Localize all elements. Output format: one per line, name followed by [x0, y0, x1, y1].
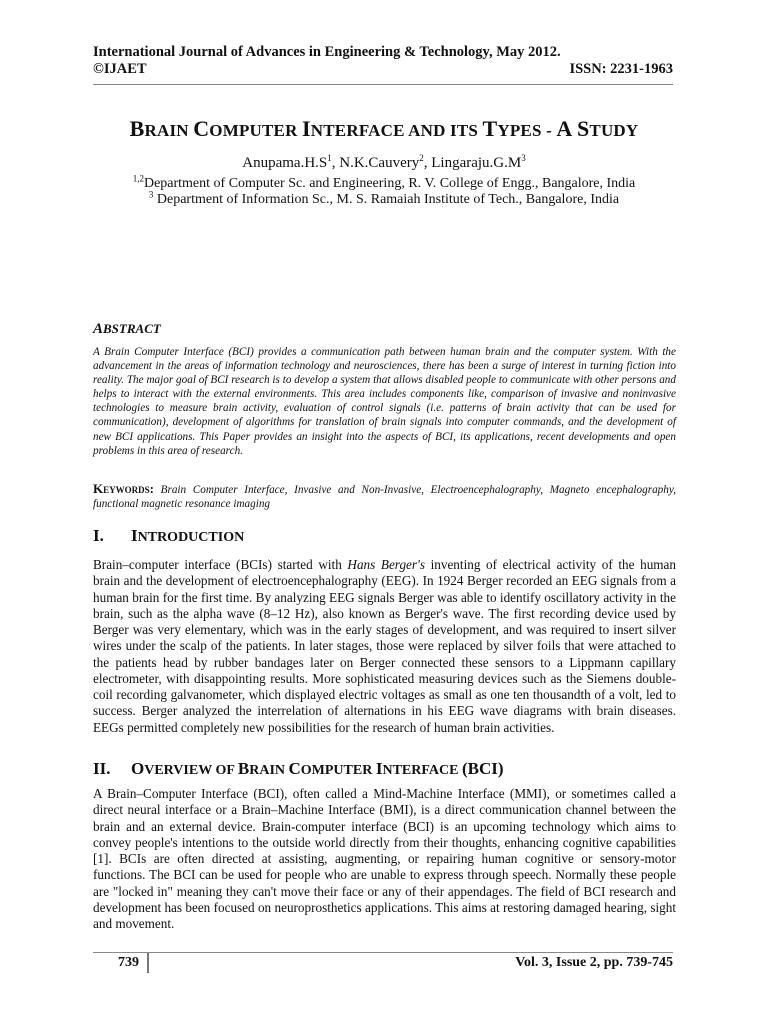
issn-label: ISSN: 2231-1963 — [569, 61, 673, 77]
paper-title: BRAIN COMPUTER INTERFACE AND ITS TYPES - A STUDY — [129, 116, 639, 141]
overview-paragraph: A Brain–Computer Interface (BCI), often called a Mind-Machine Interface (MMI), or sometimes called a direct neural interface or a Brain–Machine Interface (BMI), is a direct communication channel between the brain and an external device. Brain-computer interface (BCI) is an upcoming technology which aims to convey people's intentions to the outside world directly from their thoughts, enhancing cognitive capabilities [1]. BCIs are often directed at assisting, augmenting, or repairing human cognitive or sensory-motor functions. The BCI can be used for people who are unable to express through speech. Normally these people are "locked in" meaning they can't move their face or any of their appendages. The field of BCI research and development has been focused on neuroprosthetics applications. This aims at restoring damaged hearing, sight and movement. — [93, 786, 676, 931]
keywords-label: Keywords: — [93, 481, 154, 496]
page-number: 739 — [118, 955, 139, 970]
section-heading-introduction: I. INTRODUCTION — [93, 526, 245, 545]
abstract-heading: ABSTRACT — [93, 321, 161, 337]
section-heading-overview: II. OVERVIEW OF BRAIN COMPUTER INTERFACE (BCI) — [93, 759, 504, 778]
volume-info: Vol. 3, Issue 2, pp. 739-745 — [515, 955, 673, 970]
keywords — [93, 482, 676, 511]
copyright-label: ©IJAET — [93, 61, 147, 77]
footer-divider — [147, 953, 149, 973]
author-list: $Anupama.H.S^1$, N.K.Cauvery$^2$, $Lingaraju.G.M^3$ — [242, 153, 526, 171]
journal-header: International Journal of Advances in Engineering & Technology, May 2012. — [93, 44, 561, 60]
introduction-paragraph: Brain–computer interface (BCIs) started with Hans Berger's inventing of electrical activity of the human brain and the development of electroencephalography (EEG). In 1924 Berger recorded an EEG signals from a human brain for the first time. By analyzing EEG signals Berger was able to identify oscillatory activity in the brain, such as the alpha wave (8–12 Hz), also known as Berger's wave. The first recording device used by Berger was very elementary, which was in the early stages of development, and was required to insert silver wires under the scalp of the patients. In later stages, those were replaced by silver foils that were attached to the patients head by rubber bandages later on Berger connected these sensors to a Lippmann capillary electrometer, with disappointing results. More sophisticated measuring devices such as the Siemens double-coil recording galvanometer, which displayed electric voltages as small as one ten thousandth of a volt, led to success. Berger analyzed the interrelation of alternations in his EEG wave diagrams with brain diseases. EEGs permitted completely new possibilities for the research of human brain activities. — [93, 557, 676, 735]
journal-subheader — [93, 61, 673, 78]
affiliation-2: $^3$ Department of Information Sc., M. S. Ramaiah Institute of Tech., Bangalore, India — [148, 189, 620, 207]
header-rule — [93, 84, 673, 85]
keywords-text: Brain Computer Interface, Invasive and Non-Invasive, Electroencephalography, Magneto encephalography, functional magnetic resonance imaging — [93, 484, 676, 511]
affiliation-1: $^{1,2}$Department of Computer Sc. and Engineering, R. V. College of Engg., Bangalore, India — [132, 173, 636, 191]
footer-rule — [93, 952, 673, 953]
abstract-text: A Brain Computer Interface (BCI) provides a communication path between human brain and the computer system. With the advancement in the areas of information technology and neurosciences, there has been a surge of interest in turning fiction into reality. The major goal of BCI research is to develop a system that allows disabled people to communicate with other persons and helps to interact with the external environments. This area includes components like, comparison of invasive and noninvasive technologies to measure brain activity, evaluation of control signals (i.e. patterns of brain activity that can be used for communication), development of algorithms for translation of brain signals into computer commands, and the development of new BCI applications. This Paper provides an insight into the aspects of BCI, its applications, recent developments and open problems in this area of research. — [93, 346, 676, 457]
